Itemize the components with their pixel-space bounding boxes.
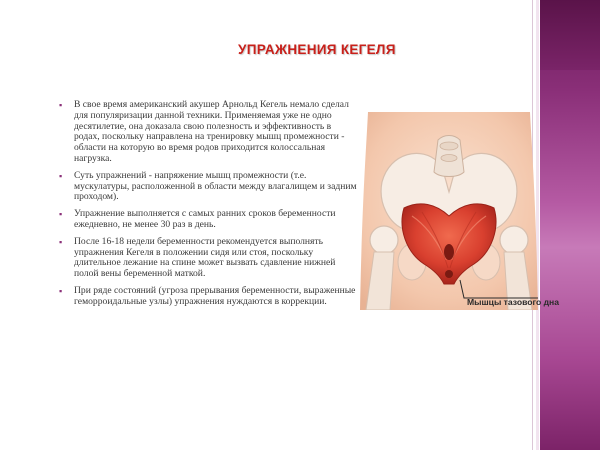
bullet-text: Суть упражнений - напряжение мышц промежности (т.е. мускулатуры, расположенной в области между влагалищем и задним проходом). <box>74 169 357 203</box>
side-accent-strip <box>540 0 600 450</box>
bullet-item <box>58 209 358 231</box>
bullet-text: При ряде состояний (угроза прерывания беременности, выраженные геморроидальные узлы) упражнения нуждаются в коррекции. <box>74 284 356 307</box>
bullet-text: Упражнение выполняется с самых ранних сроков беременности ежедневно, не менее 30 раз в день. <box>74 208 336 230</box>
bullet-item <box>58 286 358 308</box>
bullet-item <box>58 100 358 165</box>
bullet-text: В свое время американский акушер Арнольд Кегель немало сделал для популяризации данной техники. Применяемая уже не одно десятилетие, она доказала свою полезность и эффективность в родах, поскольку направлена на тренировку мышц промежности - области на которую во время родов приходится колоссальная нагрузка. <box>74 99 349 164</box>
bullet-icon: ▪ <box>59 236 63 247</box>
bullet-icon: ▪ <box>59 170 63 181</box>
figure-caption: Мышцы тазового дна <box>467 297 560 307</box>
bullet-item <box>58 171 358 203</box>
bullet-icon: ▪ <box>59 100 63 110</box>
bullet-list <box>58 100 358 314</box>
bullet-text: После 16-18 недели беременности рекомендуется выполнять упражнения Кегеля в положении сидя или стоя, поскольку длительное лежание на спине может вызвать сдавление нижней полой вены беременной маткой. <box>74 235 336 280</box>
pelvic-floor-illustration <box>360 112 538 310</box>
bullet-item <box>58 237 358 280</box>
slide-title: УПРАЖНЕНИЯ КЕГЕЛЯ <box>238 42 396 57</box>
bullet-icon: ▪ <box>59 285 63 296</box>
bullet-icon: ▪ <box>59 209 63 220</box>
